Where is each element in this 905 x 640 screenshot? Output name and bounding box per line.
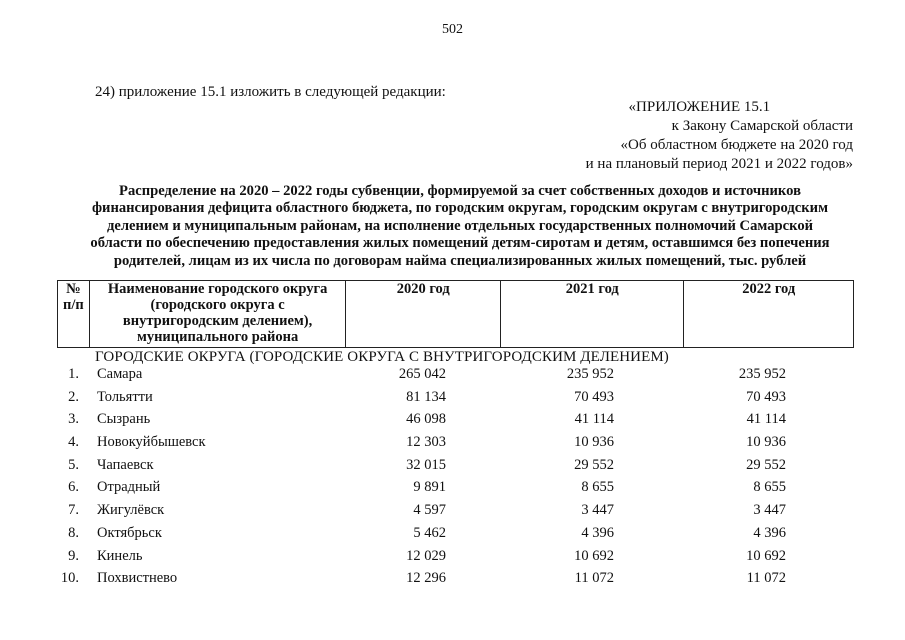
table-row xyxy=(0,411,905,434)
value-2021: 235 952 xyxy=(566,366,614,382)
title-line: Распределение на 2020 – 2022 годы субвенции, формируемой за счет собственных доходов и источников xyxy=(119,183,801,199)
header-num-line: № xyxy=(66,281,81,297)
appendix-header xyxy=(586,98,853,174)
table-row xyxy=(0,434,905,457)
header-2020: 2020 год xyxy=(346,281,501,348)
row-number: 9. xyxy=(68,547,79,564)
municipality-name: Кинель xyxy=(97,547,143,564)
value-2021: 10 692 xyxy=(574,547,614,564)
municipality-name: Отрадный xyxy=(97,479,161,496)
title-line: финансирования дефицита областного бюджета, по городским округам, городским округам с внутригородским xyxy=(91,200,829,217)
value-2022: 29 552 xyxy=(746,456,786,473)
appendix-line: к Закону Самарской области xyxy=(671,118,853,134)
value-2022: 70 493 xyxy=(746,388,786,405)
value-2020: 46 098 xyxy=(406,411,446,428)
appendix-line: «ПРИЛОЖЕНИЕ 15.1 xyxy=(628,99,771,115)
value-2020: 4 597 xyxy=(413,502,446,519)
value-2022: 4 396 xyxy=(753,524,786,541)
value-2022: 41 114 xyxy=(746,411,786,428)
header-2021: 2021 год xyxy=(501,281,684,348)
value-2022: 10 692 xyxy=(746,547,786,564)
table-row xyxy=(0,525,905,548)
value-2022: 3 447 xyxy=(753,502,786,519)
page-number: 502 xyxy=(442,22,463,37)
value-2022: 235 952 xyxy=(738,366,786,382)
value-2020: 12 303 xyxy=(406,434,446,451)
value-2022: 8 655 xyxy=(753,479,786,496)
value-2020: 81 134 xyxy=(406,388,446,405)
appendix-line: «Об областном бюджете на 2020 год xyxy=(620,137,853,153)
value-2021: 41 114 xyxy=(574,411,614,428)
municipality-name: Тольятти xyxy=(97,388,153,405)
section-heading: ГОРОДСКИЕ ОКРУГА (ГОРОДСКИЕ ОКРУГА С ВНУТРИГОРОДСКИМ ДЕЛЕНИЕМ) xyxy=(95,349,669,365)
value-2021: 11 072 xyxy=(574,570,614,587)
header-2022: 2022 год xyxy=(684,281,854,348)
header-name xyxy=(89,281,346,348)
municipality-name: Самара xyxy=(97,366,143,382)
table-body xyxy=(0,366,905,593)
document-title xyxy=(60,183,860,270)
value-2022: 11 072 xyxy=(746,570,786,587)
table-header-row xyxy=(58,281,854,348)
value-2020: 5 462 xyxy=(413,524,446,541)
appendix-line: и на плановый период 2021 и 2022 годов» xyxy=(585,156,853,172)
row-number: 1. xyxy=(68,366,79,382)
table-row xyxy=(0,366,905,389)
value-2022: 10 936 xyxy=(746,434,786,451)
header-name-line: внутригородским делением), xyxy=(122,313,313,329)
table-row xyxy=(0,457,905,480)
value-2021: 29 552 xyxy=(574,456,614,473)
value-2021: 10 936 xyxy=(574,434,614,451)
table-row xyxy=(0,389,905,412)
table-row xyxy=(0,548,905,571)
row-number: 8. xyxy=(68,524,79,541)
municipality-name: Новокуйбышевск xyxy=(97,434,206,451)
row-number: 6. xyxy=(68,479,79,496)
row-number: 4. xyxy=(68,434,79,451)
value-2020: 9 891 xyxy=(413,479,446,496)
table-row xyxy=(0,502,905,525)
table-row xyxy=(0,570,905,593)
value-2020: 32 015 xyxy=(406,456,446,473)
row-number: 3. xyxy=(68,411,79,428)
row-number: 2. xyxy=(68,388,79,405)
value-2021: 3 447 xyxy=(581,502,614,519)
table-row xyxy=(0,479,905,502)
title-line: родителей, лицам из их числа по договорам найма специализированных жилых помещений, тыс. рублей xyxy=(113,252,807,269)
intro-text: 24) приложение 15.1 изложить в следующей редакции: xyxy=(95,84,446,100)
value-2020: 12 296 xyxy=(406,570,446,587)
value-2021: 70 493 xyxy=(574,388,614,405)
value-2020: 12 029 xyxy=(406,547,446,564)
subsidy-table-header xyxy=(57,280,854,348)
header-name-line: (городского округа с xyxy=(150,297,285,313)
value-2021: 8 655 xyxy=(581,479,614,496)
municipality-name: Похвистнево xyxy=(97,570,178,587)
title-line: области по обеспечению предоставления жилых помещений детям-сиротам и детям, оставшимся без попечения xyxy=(90,235,830,252)
header-num-line: п/п xyxy=(63,297,84,313)
municipality-name: Чапаевск xyxy=(97,456,154,473)
header-name-line: муниципального района xyxy=(136,329,299,345)
municipality-name: Жигулёвск xyxy=(97,502,165,519)
value-2020: 265 042 xyxy=(398,366,446,382)
row-number: 5. xyxy=(68,456,79,473)
header-num xyxy=(58,281,90,348)
municipality-name: Октябрьск xyxy=(97,524,162,541)
header-name-line: Наименование городского округа xyxy=(107,281,328,297)
municipality-name: Сызрань xyxy=(97,411,151,428)
value-2021: 4 396 xyxy=(581,524,614,541)
title-line: делением и муниципальным районам, на исполнение отдельных государственных полномочий Самарской xyxy=(106,217,814,234)
row-number: 7. xyxy=(68,502,79,519)
row-number: 10. xyxy=(60,570,79,587)
